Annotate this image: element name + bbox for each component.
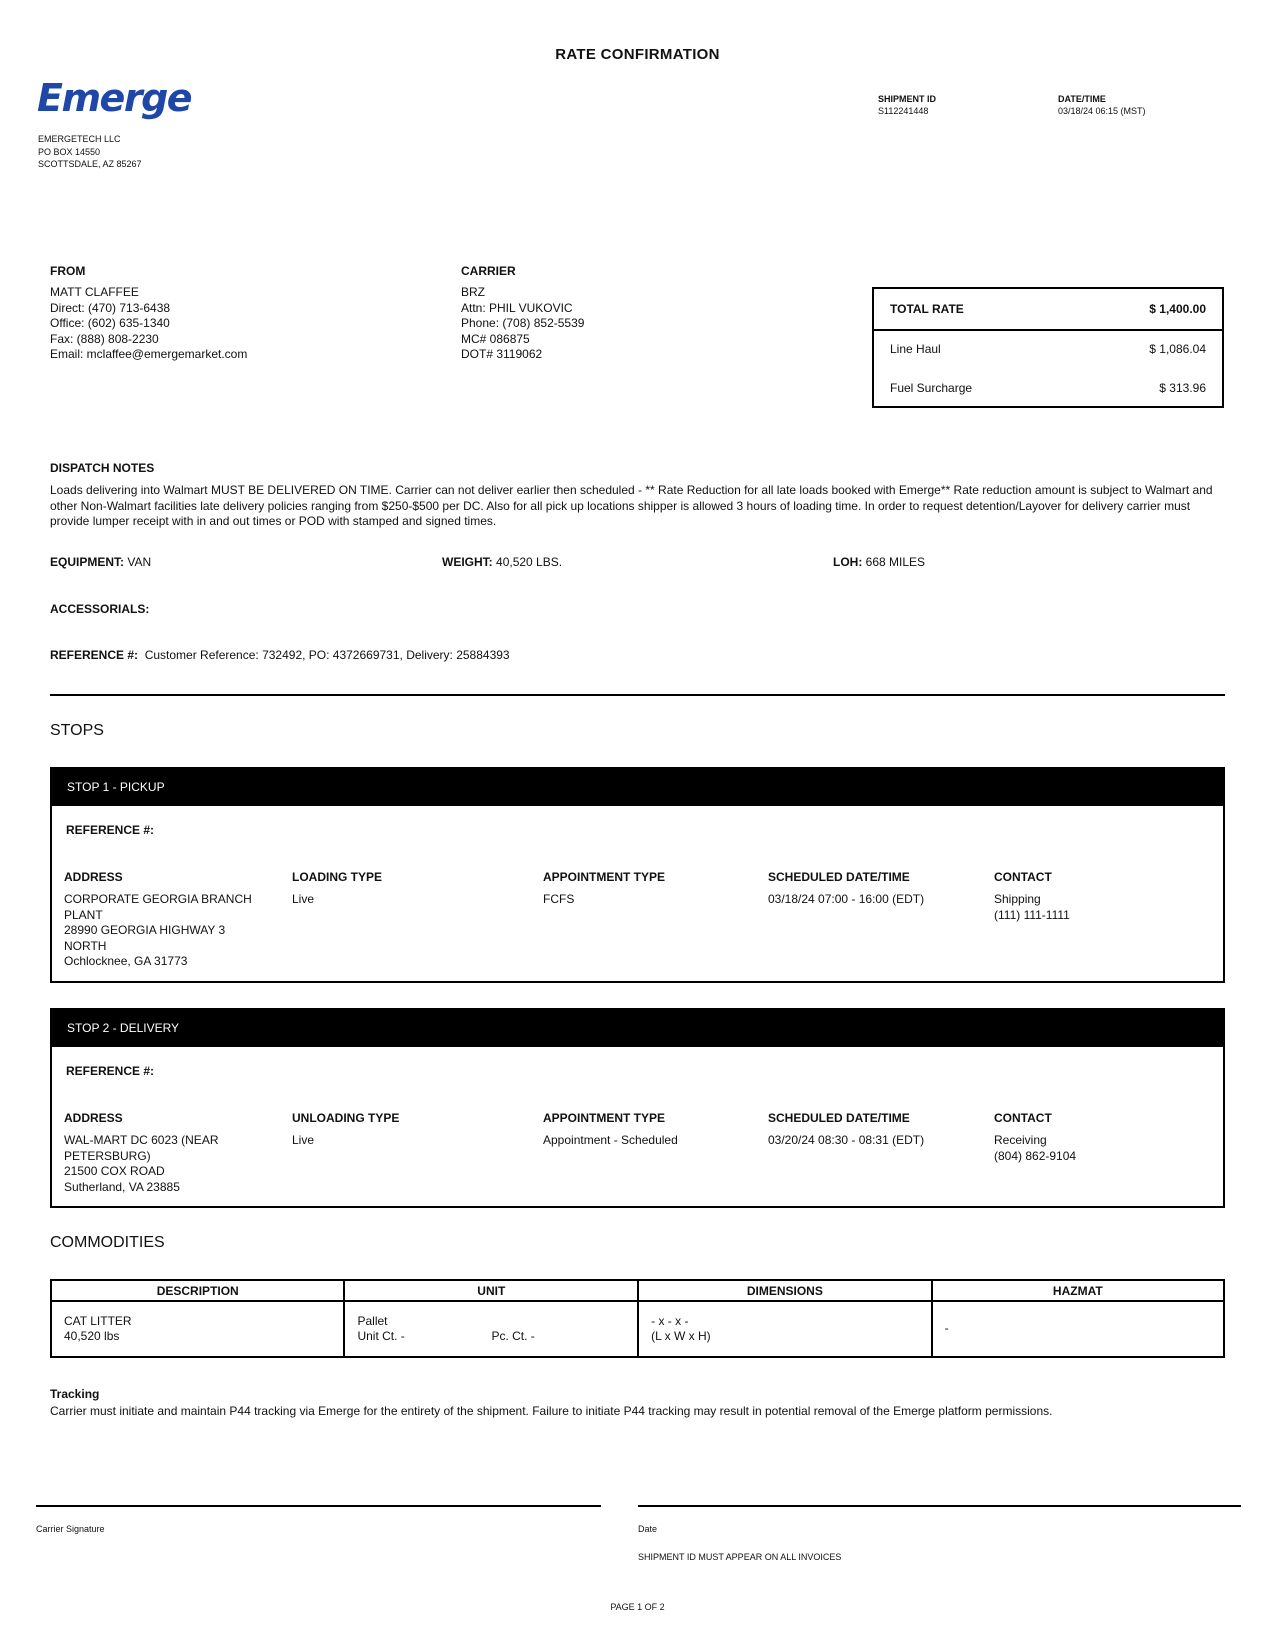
commodities-header-hazmat: HAZMAT	[932, 1280, 1224, 1301]
loh-label: LOH:	[833, 555, 863, 569]
stop-2-address-label: ADDRESS	[64, 1111, 123, 1125]
loh	[833, 555, 925, 571]
commodities-header-unit: UNIT	[344, 1280, 638, 1301]
line-haul-row	[890, 342, 1206, 356]
carrier-mc: MC# 086875	[461, 331, 530, 346]
reference-label: REFERENCE #:	[50, 648, 139, 662]
stop-2-address-line: PETERSBURG)	[64, 1148, 151, 1163]
stop-2-contact-name: Receiving	[994, 1133, 1047, 1147]
carrier-block	[461, 264, 584, 363]
stop-1-address-line: Ochlocknee, GA 31773	[64, 954, 188, 968]
stop-1-address-line: 28990 GEORGIA HIGHWAY 3	[64, 923, 226, 937]
datetime-value: 03/18/24 06:15 (MST)	[1058, 106, 1146, 116]
stop-2-address-line: Sutherland, VA 23885	[64, 1179, 180, 1194]
total-rate-label: TOTAL RATE	[890, 302, 964, 316]
stop-2-card	[50, 1008, 1225, 1208]
carrier-label: CARRIER	[461, 264, 516, 278]
stop-1-contact	[994, 892, 1070, 923]
stop-2-address	[64, 1133, 218, 1195]
stop-1-scheduled-label: SCHEDULED DATE/TIME	[768, 870, 910, 884]
weight-value: 40,520 LBS.	[496, 555, 563, 569]
stop-2-appointment-type-value: Appointment - Scheduled	[543, 1133, 678, 1147]
stop-2-address-line: 21500 COX ROAD	[64, 1164, 165, 1178]
section-divider	[50, 694, 1225, 696]
carrier-attn: Attn: PHIL VUKOVIC	[461, 300, 573, 315]
total-rate-value: $ 1,400.00	[1149, 302, 1206, 316]
from-details	[50, 285, 247, 363]
commodity-counts	[357, 1329, 625, 1345]
table-row	[51, 1301, 1224, 1357]
from-direct: Direct: (470) 713-6438	[50, 300, 171, 315]
stop-1-card	[50, 767, 1225, 983]
commodity-description	[51, 1301, 344, 1357]
stop-2-contact-label: CONTACT	[994, 1111, 1052, 1125]
total-rate-row	[890, 302, 1206, 316]
invoice-note: SHIPMENT ID MUST APPEAR ON ALL INVOICES	[638, 1552, 842, 1562]
rate-divider	[874, 329, 1222, 331]
shipment-id-block	[878, 94, 936, 116]
stop-1-contact-name: Shipping	[994, 892, 1041, 906]
company-city: SCOTTSDALE, AZ 85267	[38, 159, 142, 169]
carrier-dot: DOT# 3119062	[461, 347, 543, 361]
stop-1-address-line: NORTH	[64, 938, 107, 953]
stop-1-header: STOP 1 - PICKUP	[52, 769, 1223, 806]
stop-2-reference-label: REFERENCE #:	[66, 1064, 155, 1078]
dispatch-notes-label: DISPATCH NOTES	[50, 461, 155, 475]
stop-1-address-line: PLANT	[64, 907, 103, 922]
weight	[442, 555, 562, 571]
stop-1-loading-type-label: LOADING TYPE	[292, 870, 383, 884]
from-name: MATT CLAFFEE	[50, 285, 139, 299]
fuel-surcharge-value: $ 313.96	[1159, 381, 1206, 395]
dispatch-notes-text: Loads delivering into Walmart MUST BE DELIVERED ON TIME. Carrier can not deliver earlier then scheduled - ** Rate Reduction for all late loads booked with Emerge** Rate reduction amount is subject to Walmart and other Non-Walmart facilities late delivery policies ranging from $250-$500 per DC. Also for all pick up locations shipper is allowed 3 hours of loading time. In order to request detention/Layover for delivery carrier must provide lumper receipt with in and out times or POD with stamped and signed times.	[50, 483, 1213, 528]
company-name: EMERGETECH LLC	[38, 134, 121, 144]
commodity-name: CAT LITTER	[64, 1313, 132, 1328]
stop-1-address-label: ADDRESS	[64, 870, 123, 884]
reference	[50, 648, 510, 664]
carrier-details	[461, 285, 584, 363]
stop-1-appointment-type-label: APPOINTMENT TYPE	[543, 870, 666, 884]
stop-2-appointment-type-label: APPOINTMENT TYPE	[543, 1111, 666, 1125]
line-haul-value: $ 1,086.04	[1149, 342, 1206, 356]
commodity-weight: 40,520 lbs	[64, 1329, 120, 1343]
stop-2-unloading-type-value: Live	[292, 1133, 315, 1147]
commodities-title: COMMODITIES	[50, 1234, 165, 1251]
carrier-name: BRZ	[461, 285, 485, 299]
equipment-value: VAN	[127, 555, 152, 569]
commodities-header-row	[51, 1280, 1224, 1301]
page-number: PAGE 1 OF 2	[610, 1602, 665, 1612]
stop-1-loading-type-value: Live	[292, 892, 315, 906]
carrier-signature-label: Carrier Signature	[36, 1524, 105, 1534]
commodity-unit	[344, 1301, 638, 1357]
equipment	[50, 555, 151, 571]
tracking-text: Carrier must initiate and maintain P44 tracking via Emerge for the entirety of the shipment. Failure to initiate P44 tracking may result in potential removal of the Emerge platform permissions.	[50, 1404, 1053, 1418]
stop-2-contact-phone: (804) 862-9104	[994, 1148, 1077, 1163]
line-haul-label: Line Haul	[890, 342, 941, 356]
stop-1-reference-label: REFERENCE #:	[66, 823, 155, 837]
stop-2-scheduled-value: 03/20/24 08:30 - 08:31 (EDT)	[768, 1133, 925, 1147]
shipment-id-label: SHIPMENT ID	[878, 94, 937, 104]
document-title: RATE CONFIRMATION	[555, 46, 720, 63]
date-signature-line[interactable]	[638, 1505, 1241, 1507]
datetime-label: DATE/TIME	[1058, 94, 1106, 104]
company-address	[38, 133, 142, 171]
weight-label: WEIGHT:	[442, 555, 493, 569]
from-fax: Fax: (888) 808-2230	[50, 331, 159, 346]
stop-1-address	[64, 892, 252, 970]
from-office: Office: (602) 635-1340	[50, 316, 170, 330]
equipment-label: EQUIPMENT:	[50, 555, 125, 569]
stop-2-unloading-type-label: UNLOADING TYPE	[292, 1111, 400, 1125]
company-logo: Emerge	[37, 76, 192, 120]
stops-title: STOPS	[50, 722, 104, 739]
commodity-dimensions-value: - x - x -	[651, 1313, 689, 1328]
rate-box	[872, 287, 1224, 408]
stop-2-contact	[994, 1133, 1076, 1164]
commodity-unit-type: Pallet	[357, 1313, 388, 1328]
commodity-unit-count: Unit Ct. -	[357, 1329, 405, 1343]
stop-2-scheduled-label: SCHEDULED DATE/TIME	[768, 1111, 910, 1125]
stop-2-header: STOP 2 - DELIVERY	[52, 1010, 1223, 1047]
date-label: Date	[638, 1524, 658, 1534]
commodities-header-dimensions: DIMENSIONS	[638, 1280, 931, 1301]
commodity-dimensions-unit: (L x W x H)	[651, 1329, 711, 1343]
commodities-header-description: DESCRIPTION	[51, 1280, 344, 1301]
fuel-surcharge-row	[890, 381, 1206, 395]
stop-1-scheduled-value: 03/18/24 07:00 - 16:00 (EDT)	[768, 892, 925, 906]
carrier-phone: Phone: (708) 852-5539	[461, 316, 585, 330]
commodity-hazmat: -	[932, 1301, 1224, 1357]
carrier-signature-line[interactable]	[36, 1505, 601, 1507]
shipment-id-value: S112241448	[878, 106, 929, 116]
stop-2-address-line: WAL-MART DC 6023 (NEAR	[64, 1133, 219, 1147]
tracking-label: Tracking	[50, 1387, 100, 1401]
stop-1-contact-label: CONTACT	[994, 870, 1052, 884]
stop-1-address-line: CORPORATE GEORGIA BRANCH	[64, 892, 252, 906]
reference-value: Customer Reference: 732492, PO: 4372669731, Delivery: 25884393	[144, 648, 510, 662]
from-block	[50, 264, 247, 363]
stop-1-contact-phone: (111) 111-1111	[994, 907, 1070, 922]
fuel-surcharge-label: Fuel Surcharge	[890, 381, 973, 395]
commodity-dimensions	[638, 1301, 931, 1357]
company-po-box: PO BOX 14550	[38, 146, 101, 157]
datetime-block	[1058, 94, 1146, 116]
loh-value: 668 MILES	[865, 555, 926, 569]
stop-1-appointment-type-value: FCFS	[543, 892, 575, 906]
accessorials-label: ACCESSORIALS:	[50, 602, 150, 616]
from-email: Email: mclaffee@emergemarket.com	[50, 347, 248, 361]
commodities-table	[50, 1279, 1225, 1358]
commodity-piece-count: Pc. Ct. -	[491, 1329, 535, 1343]
from-label: FROM	[50, 264, 86, 278]
